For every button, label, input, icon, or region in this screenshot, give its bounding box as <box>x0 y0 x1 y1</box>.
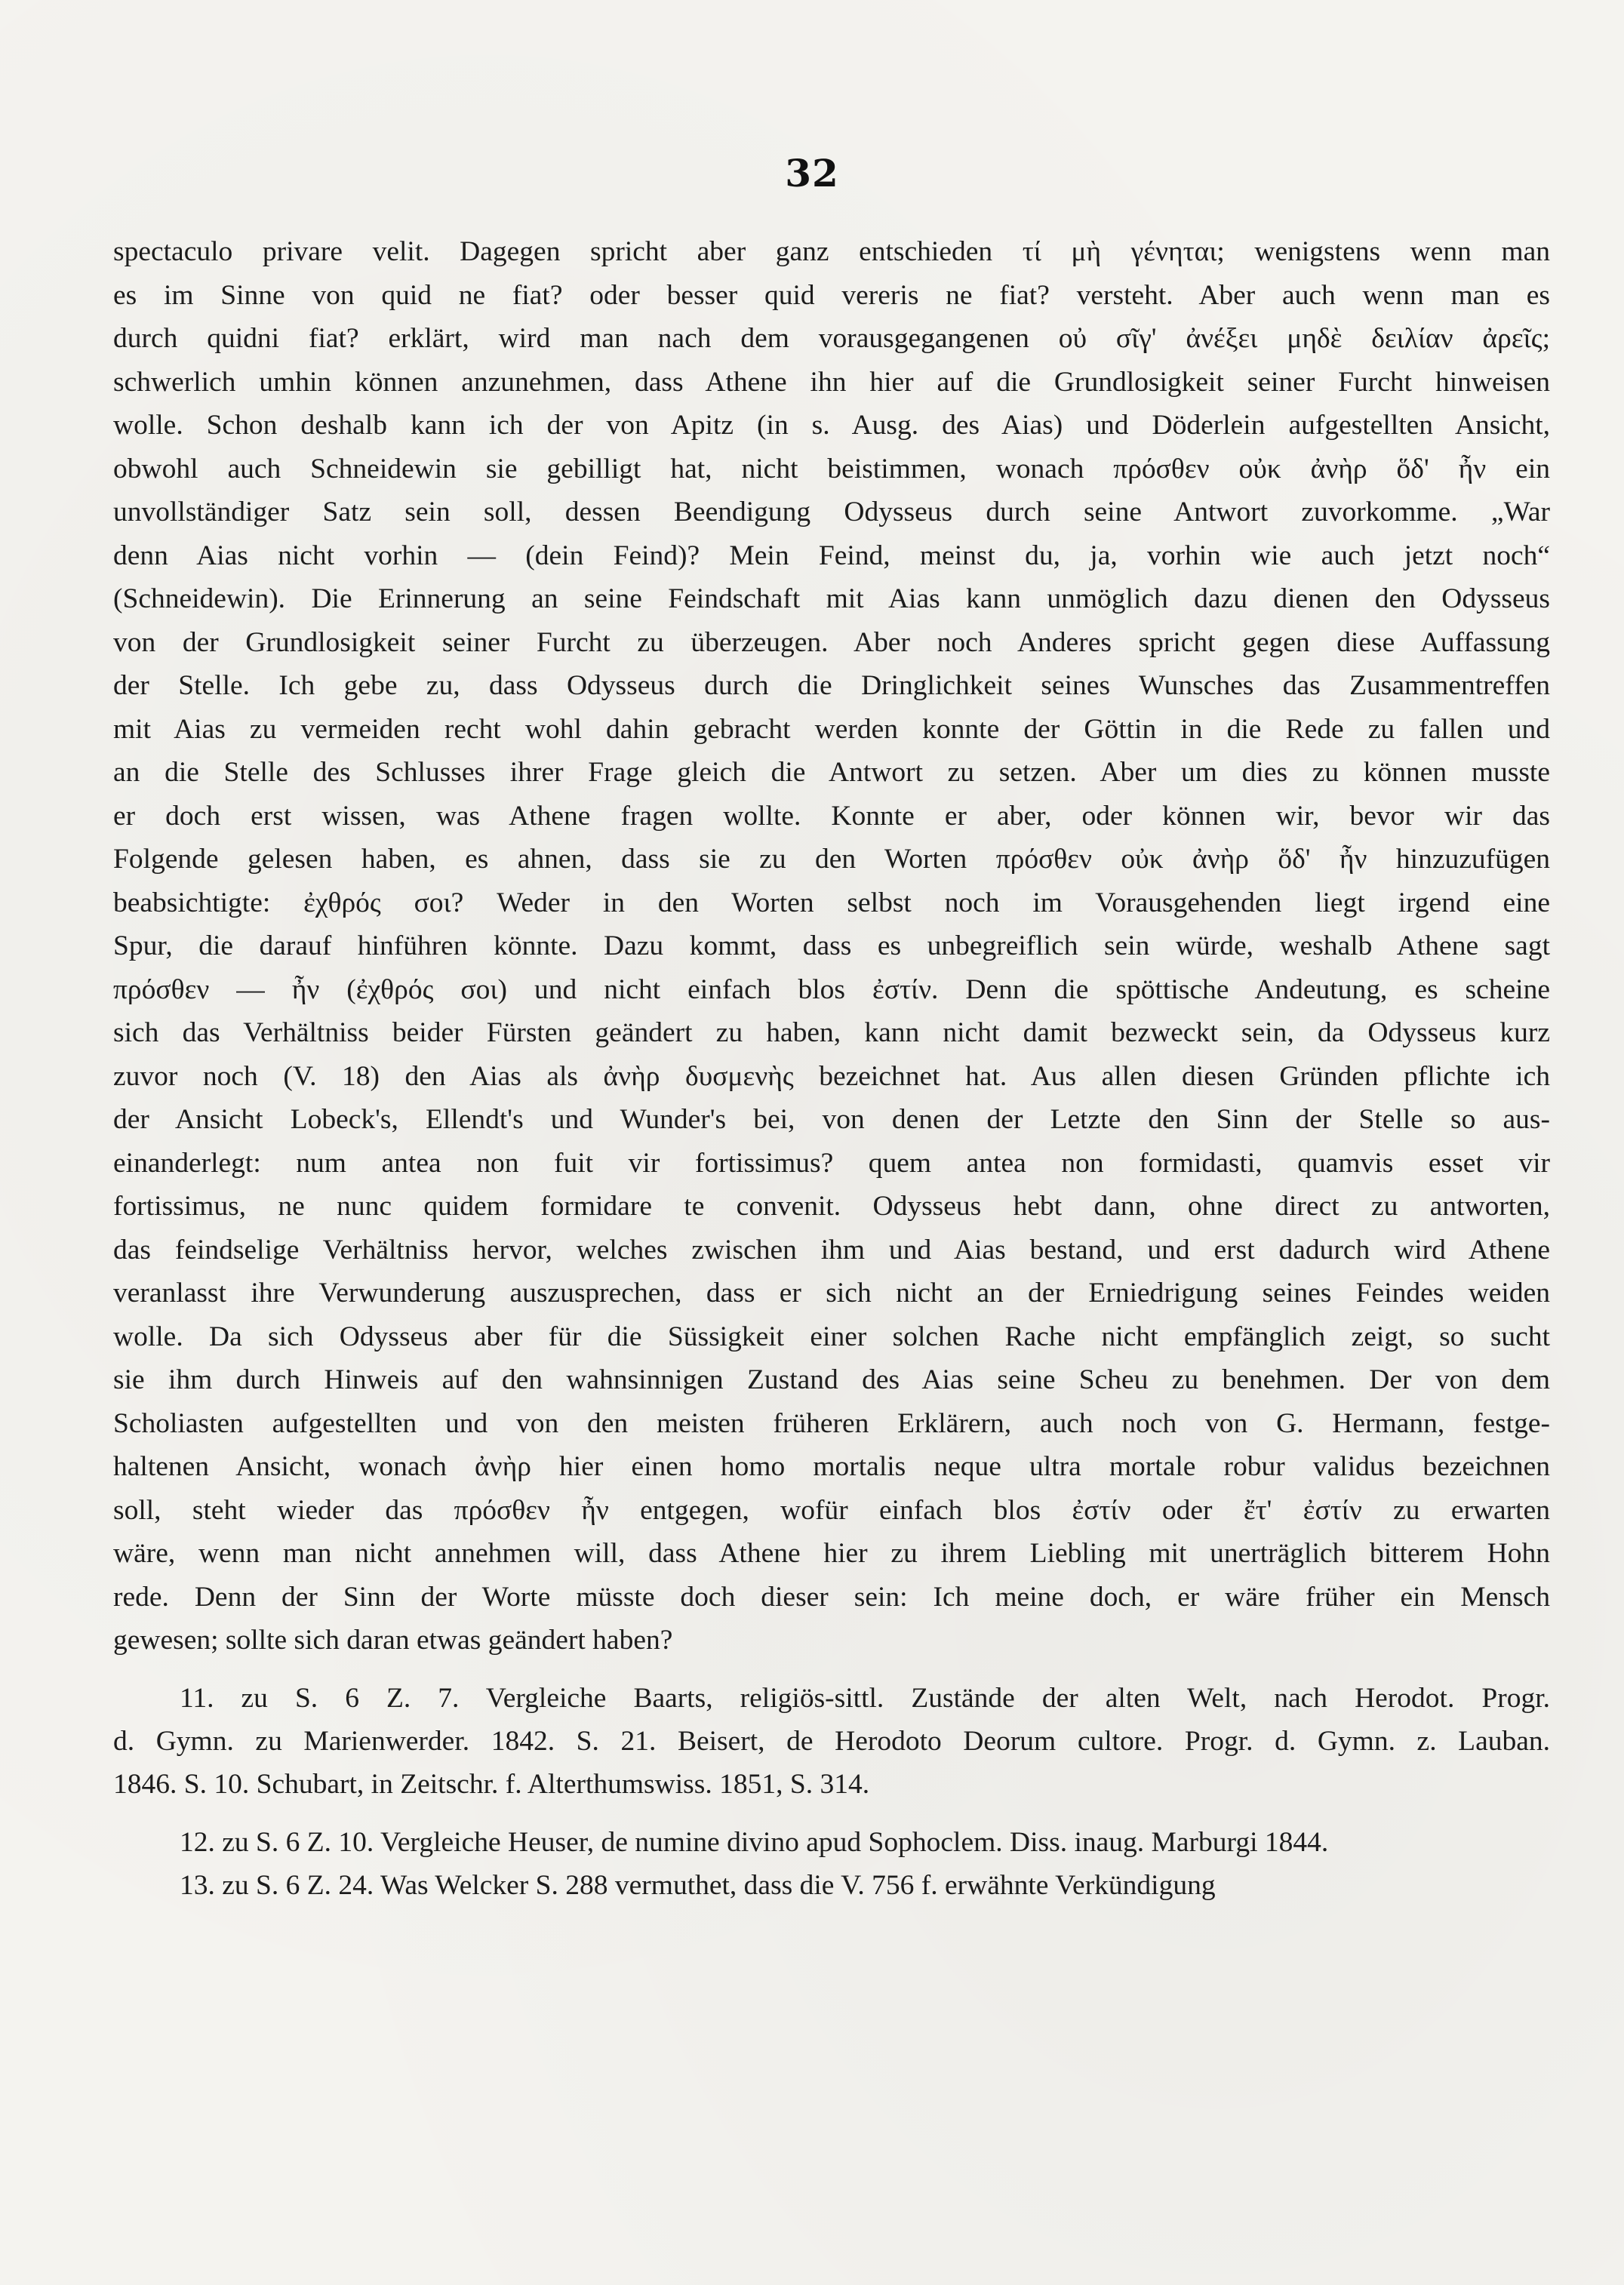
footnote <box>113 1821 1550 1907</box>
main-paragraph <box>113 230 1550 1662</box>
text-line: er doch erst wissen, was Athene fragen wollte. Konnte er aber, oder können wir, bevor wir das <box>113 800 1550 832</box>
text-line: wolle. Schon deshalb kann ich der von Apitz (in s. Ausg. des Aias) und Döderlein aufgestellten Ansicht, <box>113 410 1550 441</box>
text-line: der Ansicht Lobeck's, Ellendt's und Wunder's bei, von denen der Letzte den Sinn der Stelle so aus- <box>113 1104 1550 1135</box>
text-line: wolle. Da sich Odysseus aber für die Süssigkeit einer solchen Rache nicht empfänglich zeigt, so sucht <box>113 1321 1550 1352</box>
text-line: es im Sinne von quid ne fiat? oder besser quid vereris ne fiat? versteht. Aber auch wenn man es <box>113 279 1550 311</box>
text-line: spectaculo privare velit. Dagegen spricht aber ganz entschieden τί μὴ γένηται; wenigstens wenn man <box>113 236 1550 267</box>
text-line: rede. Denn der Sinn der Worte müsste doch dieser sein: Ich meine doch, er wäre früher ein Mensch <box>113 1581 1550 1613</box>
text-line: soll, steht wieder das πρόσθεν ἦν entgegen, wofür einfach blos ἐστίν oder ἔτ' ἐστίν zu erwarten <box>113 1494 1550 1526</box>
text-line: Folgende gelesen haben, es ahnen, dass sie zu den Worten πρόσθεν οὐκ ἀνὴρ ὅδ' ἦν hinzuzufügen <box>113 844 1550 875</box>
text-line: durch quidni fiat? erklärt, wird man nach dem vorausgegangenen οὐ σῖγ' ἀνέξει μηδὲ δειλίαν ἀρεῖς; <box>113 323 1550 354</box>
text-line: der Stelle. Ich gebe zu, dass Odysseus durch die Dringlichkeit seines Wunsches das Zusammentreffen <box>113 670 1550 701</box>
text-line: von der Grundlosigkeit seiner Furcht zu überzeugen. Aber noch Anderes spricht gegen diese Auffassung <box>113 626 1550 658</box>
page-number: 32 <box>785 151 839 195</box>
text-line: obwohl auch Schneidewin sie gebilligt hat, nicht beistimmen, wonach πρόσθεν οὐκ ἀνὴρ ὅδ' ἦν ein <box>113 453 1550 484</box>
text-line: einanderlegt: num antea non fuit vir fortissimus? quem antea non formidasti, quamvis esset vir <box>113 1147 1550 1179</box>
footnote-line: 11. zu S. 6 Z. 7. Vergleiche Baarts, religiös-sittl. Zustände der alten Welt, nach Herodot. Progr. <box>180 1683 1550 1714</box>
text-line: (Schneidewin). Die Erinnerung an seine Feindschaft mit Aias kann unmöglich dazu dienen den Odysseus <box>113 583 1550 614</box>
text-line: veranlasst ihre Verwunderung auszusprechen, dass er sich nicht an der Erniedrigung seines Feindes weiden <box>113 1278 1550 1309</box>
text-line: beabsichtigte: ἐχθρός σοι? Weder in den Worten selbst noch im Vorausgehenden liegt irgend eine <box>113 887 1550 918</box>
text-line: wäre, wenn man nicht annehmen will, dass Athene hier zu ihrem Liebling mit unerträglich bitterem Hohn <box>113 1538 1550 1569</box>
text-line: Spur, die darauf hinführen könnte. Dazu kommt, dass es unbegreiflich sein würde, weshalb Athene sagt <box>113 930 1550 961</box>
text-line: schwerlich umhin können anzunehmen, dass Athene ihn hier auf die Grundlosigkeit seiner Furcht hinweisen <box>113 366 1550 398</box>
text-line: πρόσθεν — ἦν (ἐχθρός σοι) und nicht einfach blos ἐστίν. Denn die spöttische Andeutung, es scheine <box>113 973 1550 1005</box>
text-line: fortissimus, ne nunc quidem formidare te convenit. Odysseus hebt dann, ohne direct zu antworten, <box>113 1191 1550 1222</box>
text-line: Scholiasten aufgestellten und von den meisten früheren Erklärern, auch noch von G. Hermann, festge- <box>113 1407 1550 1439</box>
footnote-line: 13. zu S. 6 Z. 24. Was Welcker S. 288 vermuthet, dass die V. 756 f. erwähnte Verkündigung <box>180 1870 1216 1901</box>
text-line: mit Aias zu vermeiden recht wohl dahin gebracht werden konnte der Göttin in die Rede zu fallen und <box>113 713 1550 745</box>
footnote-line: 12. zu S. 6 Z. 10. Vergleiche Heuser, de numine divino apud Sophoclem. Diss. inaug. Marburgi 1844. <box>180 1827 1329 1858</box>
footnote-line: 1846. S. 10. Schubart, in Zeitschr. f. Alterthumswiss. 1851, S. 314. <box>113 1769 870 1800</box>
text-line: denn Aias nicht vorhin — (dein Feind)? Mein Feind, meinst du, ja, vorhin wie auch jetzt noch“ <box>113 540 1550 571</box>
footnotes <box>113 1677 1550 1907</box>
footnote <box>113 1677 1550 1806</box>
text-line: haltenen Ansicht, wonach ἀνὴρ hier einen homo mortalis neque ultra mortale robur validus bezeichnen <box>113 1451 1550 1482</box>
text-line: an die Stelle des Schlusses ihrer Frage gleich die Antwort zu setzen. Aber um dies zu können musste <box>113 757 1550 788</box>
footnote-line: d. Gymn. zu Marienwerder. 1842. S. 21. Beisert, de Herodoto Deorum cultore. Progr. d. Gymn. z. Lauban. <box>113 1726 1550 1757</box>
text-line: gewesen; sollte sich daran etwas geändert haben? <box>113 1625 673 1656</box>
text-line: sich das Verhältniss beider Fürsten geändert zu haben, kann nicht damit bezweckt sein, da Odysseus kurz <box>113 1017 1550 1048</box>
text-line: sie ihm durch Hinweis auf den wahnsinnigen Zustand des Aias seine Scheu zu benehmen. Der von dem <box>113 1364 1550 1395</box>
text-line: zuvor noch (V. 18) den Aias als ἀνὴρ δυσμενὴς bezeichnet hat. Aus allen diesen Gründen pflichte ich <box>113 1060 1550 1092</box>
text-line: das feindselige Verhältniss hervor, welches zwischen ihm und Aias bestand, und erst dadurch wird Athene <box>113 1234 1550 1266</box>
text-line: unvollständiger Satz sein soll, dessen Beendigung Odysseus durch seine Antwort zuvorkomme. „War <box>113 497 1550 527</box>
